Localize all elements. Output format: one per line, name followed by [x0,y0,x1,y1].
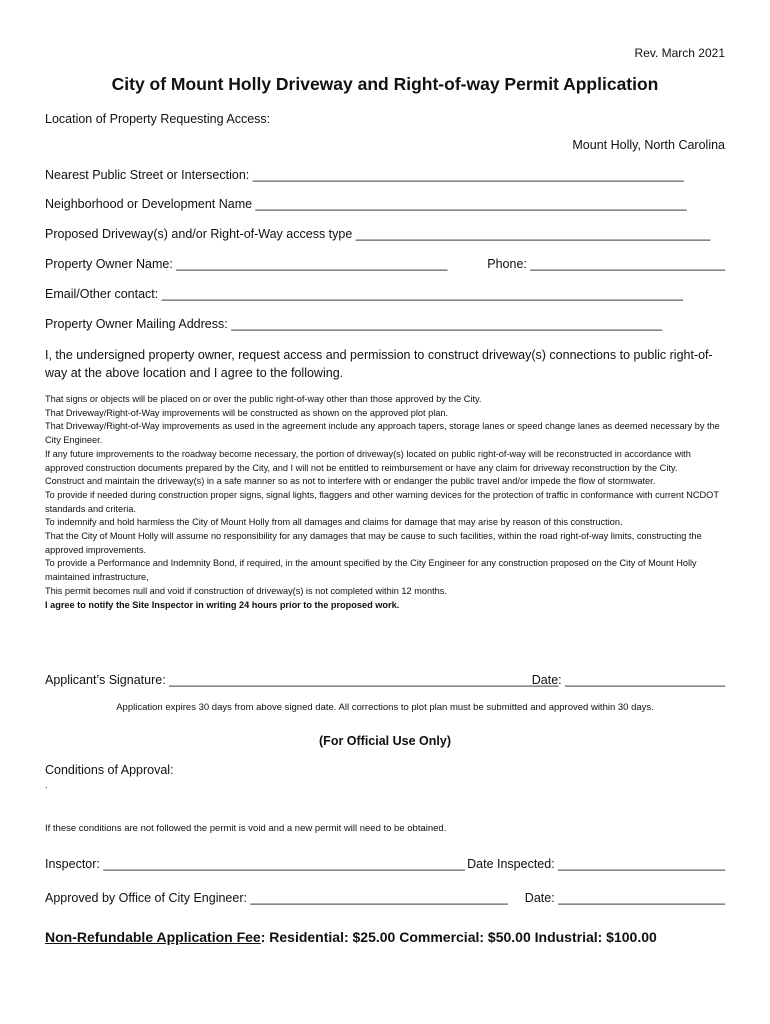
conditions-label: Conditions of Approval: [45,763,174,777]
term-item: Construct and maintain the driveway(s) in a safe manner so as not to interfere with or endanger the public travel and/or impede the flow of stormwater. [45,476,656,487]
inspector-field[interactable]: Inspector: ____________________________________________________ [45,857,465,871]
approved-by-field[interactable]: Approved by Office of City Engineer: _____________________________________ [45,891,508,905]
access-type-field[interactable]: Proposed Driveway(s) and/or Right-of-Way access type ___________________________________________________ [45,227,711,241]
applicant-signature-field[interactable]: Applicant’s Signature: ________________________________________________________ [45,673,559,687]
term-item: This permit becomes null and void if construction of driveway(s) is not completed within 12 months. [45,585,447,596]
expiry-note: Application expires 30 days from above signed date. All corrections to plot plan must be submitted and approved within 30 days. [116,702,654,713]
phone-field[interactable]: Phone: ____________________________ [487,257,725,271]
term-item: That the City of Mount Holly will assume no responsibility for any damages that may be cause to such facilities, within the road right-of-way limits, constructing the approved improvements. [45,531,702,555]
term-item: To provide a Performance and Indemnity Bond, if required, in the amount specified by the City Engineer for any construction proposed on the City of Mount Holly maintained infrastructure, [45,558,697,583]
application-fee [45,929,657,945]
fee-label: Non-Refundable Application Fee [45,929,261,945]
official-use-heading: (For Official Use Only) [319,734,451,748]
city-state: Mount Holly, North Carolina [572,138,725,152]
notify-line: I agree to notify the Site Inspector in writing 24 hours prior to the proposed work. [45,599,400,610]
neighborhood-field[interactable]: Neighborhood or Development Name ______________________________________________________________ [45,197,687,211]
term-item: To indemnify and hold harmless the City of Mount Holly from all damages and claims for damage that may arise by reason of this construction. [45,517,623,528]
term-item: That signs or objects will be placed on or over the public right-of-way other than those approved by the City. [45,394,482,404]
mailing-address-field[interactable]: Property Owner Mailing Address: ______________________________________________________________ [45,317,663,331]
term-item: To provide if needed during construction proper signs, signal lights, flaggers and other warning devices for the protection of traffic in conformance with current NCDOT standards and criteria. [45,489,719,514]
email-field[interactable]: Email/Other contact: ___________________________________________________________________________ [45,287,684,301]
conditions-dot: . [45,780,48,790]
statement: I, the undersigned property owner, request access and permission to construct driveway(s) connections to public right-of-way at the above location and I agree to the following. [45,348,713,380]
term-item: If any future improvements to the roadway become necessary, the portion of driveway(s) located on public right-of-way will be reconstructed in accordance with approved construction documents prepared by the City, and I will not be entitled to reimbursement or have any claim for driveway reconstruction by the City. [45,448,691,473]
approved-date-field[interactable]: Date: ________________________ [524,891,725,905]
terms-list [45,393,720,612]
term-item: That Driveway/Right-of-Way improvements will be constructed as shown on the approved plot plan. [45,407,449,418]
location-label: Location of Property Requesting Access: [45,112,271,126]
date-inspected-field[interactable]: Date Inspected: ________________________ [467,857,725,871]
fee-details: : Residential: $25.00 Commercial: $50.00 Industrial: $100.00 [260,929,657,945]
conditions-note: If these conditions are not followed the permit is void and a new permit will need to be obtained. [45,823,447,834]
owner-name-field[interactable]: Property Owner Name: _______________________________________ [45,257,448,271]
term-item: That Driveway/Right-of-Way improvements as used in the agreement include any approach tapers, storage lanes or speed change lanes as deemed necessary by the City Engineer. [45,421,720,446]
nearest-street-field[interactable]: Nearest Public Street or Intersection: ______________________________________________________________ [45,168,684,182]
signature-date-field[interactable]: Date: _______________________ [531,673,725,687]
page-title: City of Mount Holly Driveway and Right-of-way Permit Application [111,74,659,94]
revision-date: Rev. March 2021 [634,46,725,60]
